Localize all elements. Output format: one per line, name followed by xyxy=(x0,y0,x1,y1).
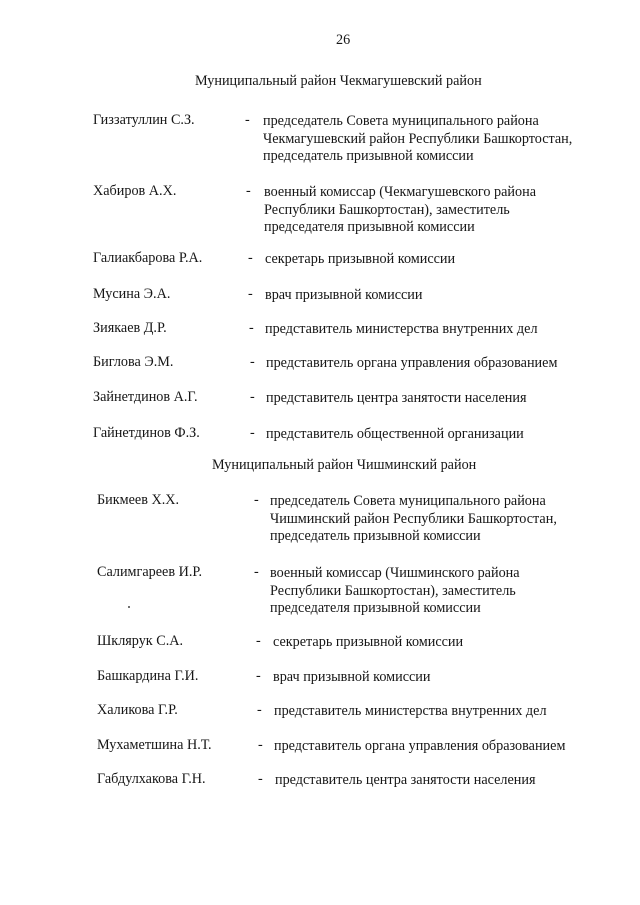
member-role xyxy=(275,772,536,790)
dash-separator: - xyxy=(248,286,253,302)
role-line: председатель призывной комиссии xyxy=(270,528,481,544)
member-role xyxy=(266,426,524,444)
page-number: 26 xyxy=(336,32,351,48)
role-line: представитель центра занятости населения xyxy=(266,390,527,406)
member-role xyxy=(265,287,423,305)
role-line: представитель органа управления образованием xyxy=(266,355,558,371)
role-line: военный комиссар (Чекмагушевского района xyxy=(264,184,536,200)
dash-separator: - xyxy=(254,564,259,580)
role-line: Республики Башкортостан), заместитель xyxy=(270,582,516,599)
member-role xyxy=(263,113,572,166)
member-name: Халикова Г.Р. xyxy=(97,702,178,718)
member-name: Мусина Э.А. xyxy=(93,286,171,302)
role-line: представитель министерства внутренних дел xyxy=(265,321,538,337)
dash-separator: - xyxy=(256,633,261,649)
dash-separator: - xyxy=(258,771,263,787)
section-title: Муниципальный район Чишминский район xyxy=(212,457,477,473)
member-role xyxy=(266,390,527,408)
dash-separator: - xyxy=(254,492,259,508)
role-line: представитель центра занятости населения xyxy=(275,772,536,788)
member-role xyxy=(264,184,536,237)
member-name: Зайнетдинов А.Г. xyxy=(93,389,198,405)
member-role xyxy=(265,321,538,339)
member-name: Гайнетдинов Ф.З. xyxy=(93,425,200,441)
member-name: Габдулхакова Г.Н. xyxy=(97,771,206,787)
role-line: председатель призывной комиссии xyxy=(263,148,474,164)
role-line: врач призывной комиссии xyxy=(265,287,423,303)
member-name: Башкардина Г.И. xyxy=(97,668,199,684)
role-line: председателя призывной комиссии xyxy=(270,600,481,616)
role-line: военный комиссар (Чишминского района xyxy=(270,565,520,581)
dash-separator: - xyxy=(250,389,255,405)
dash-separator: - xyxy=(258,737,263,753)
member-role xyxy=(266,355,557,373)
member-role xyxy=(270,493,557,546)
member-name: Хабиров А.Х. xyxy=(93,183,177,199)
dash-separator: - xyxy=(256,668,261,684)
role-line: представитель органа управления образованием xyxy=(274,738,566,754)
member-role xyxy=(270,565,520,618)
dash-separator: - xyxy=(249,320,254,336)
member-name: Гиззатуллин С.З. xyxy=(93,112,195,128)
role-line: Республики Башкортостан), заместитель xyxy=(264,201,510,218)
role-line: председатель Совета муниципального района xyxy=(263,113,539,129)
dash-separator: - xyxy=(246,183,251,199)
dash-separator: - xyxy=(245,112,250,128)
dash-separator: - xyxy=(257,702,262,718)
section-title: Муниципальный район Чекмагушевский район xyxy=(195,73,482,89)
member-role xyxy=(274,703,547,721)
member-role xyxy=(273,669,431,687)
member-role xyxy=(265,251,455,269)
role-line: секретарь призывной комиссии xyxy=(273,634,464,650)
member-name: Галиакбарова Р.А. xyxy=(93,250,203,266)
member-name: Мухаметшина Н.Т. xyxy=(97,737,212,753)
role-line: Чекмагушевский район Республики Башкортостан, xyxy=(263,130,573,147)
role-line: секретарь призывной комиссии xyxy=(265,251,456,267)
dash-separator: - xyxy=(248,250,253,266)
role-line: председателя призывной комиссии xyxy=(264,219,475,235)
dash-separator: - xyxy=(250,354,255,370)
member-name: Шклярук С.А. xyxy=(97,633,184,649)
member-name: Салимгареев И.Р. xyxy=(97,564,203,580)
member-name: Бикмеев Х.Х. xyxy=(97,492,180,508)
role-line: представитель министерства внутренних дел xyxy=(274,703,547,719)
member-name: Зиякаев Д.Р. xyxy=(93,320,167,336)
role-line: Чишминский район Республики Башкортостан, xyxy=(270,510,557,527)
role-line: врач призывной комиссии xyxy=(273,669,431,685)
role-line: председатель Совета муниципального района xyxy=(270,493,546,509)
member-name: Биглова Э.М. xyxy=(93,354,174,370)
scan-speck xyxy=(128,606,130,608)
role-line: представитель общественной организации xyxy=(266,426,524,442)
dash-separator: - xyxy=(250,425,255,441)
member-role xyxy=(273,634,463,652)
member-role xyxy=(274,738,565,756)
